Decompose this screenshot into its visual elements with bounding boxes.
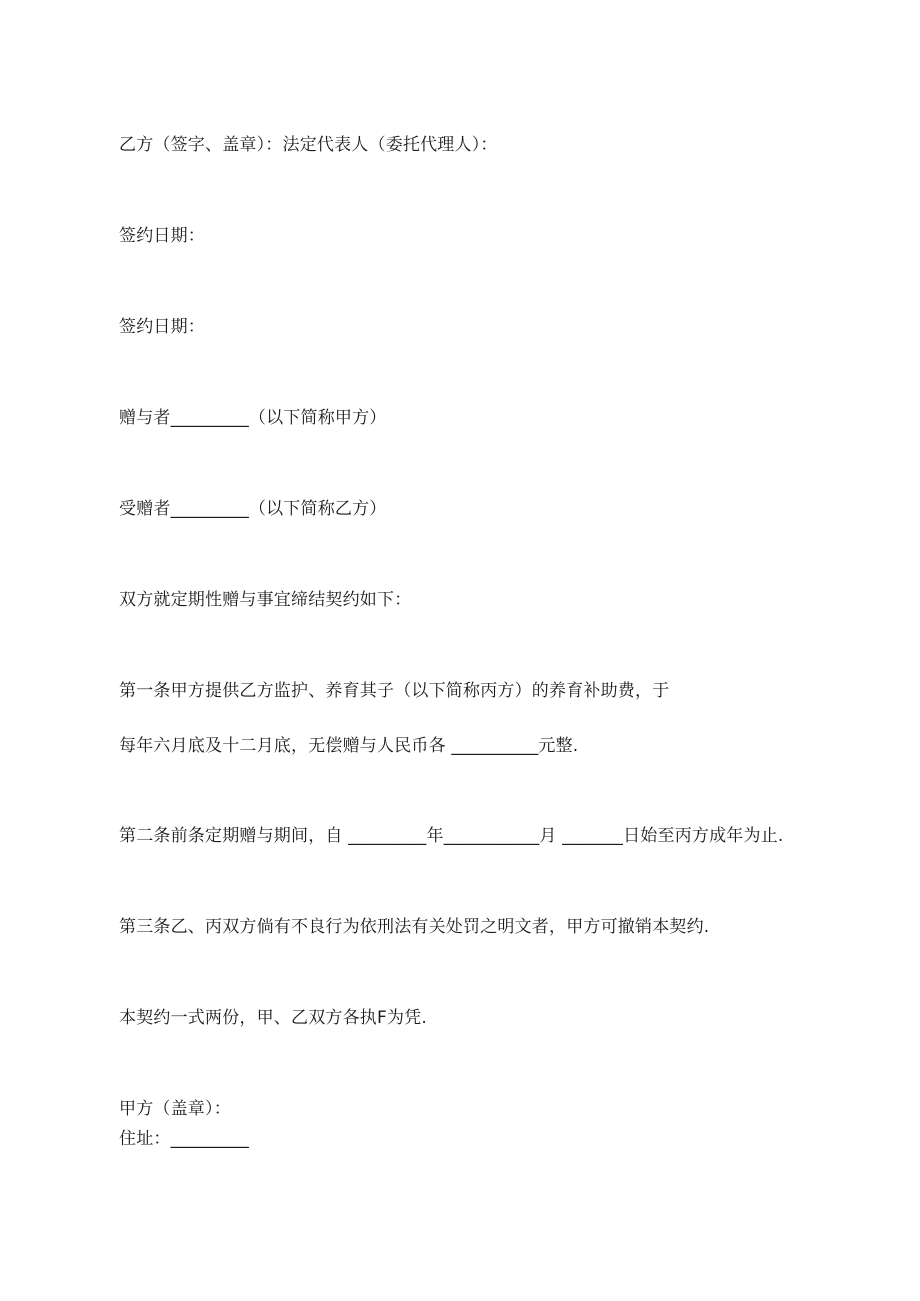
- donee-line: 受赠者_________（以下简称乙方）: [119, 499, 387, 519]
- party-a-seal-line: 甲方（盖章）：: [119, 1099, 231, 1119]
- article-1-line-1: 第一条甲方提供乙方监护、养育其子（以下简称丙方）的养育补助费，于: [119, 681, 670, 701]
- party-b-signature-line: 乙方（签字、盖章）：法定代表人（委托代理人）：: [119, 135, 498, 155]
- copies-clause: 本契约一式两份，甲、乙双方各执F为凭.: [119, 1008, 427, 1028]
- article-3: 第三条乙、丙双方倘有不良行为依刑法有关处罚之明文者，甲方可撤销本契约.: [119, 917, 710, 937]
- agreement-intro: 双方就定期性赠与事宜缔结契约如下：: [119, 590, 412, 610]
- donor-line: 赠与者_________（以下简称甲方）: [119, 408, 387, 428]
- signing-date-line-2: 签约日期：: [119, 317, 205, 337]
- address-line: 住址：_________: [119, 1129, 249, 1149]
- signing-date-line: 签约日期：: [119, 226, 205, 246]
- article-1-line-2: 每年六月底及十二月底，无偿赠与人民币各 __________元整.: [119, 736, 579, 756]
- article-2: 第二条前条定期赠与期间，自 _________年___________月 _______日始至丙方成年为止.: [119, 826, 784, 846]
